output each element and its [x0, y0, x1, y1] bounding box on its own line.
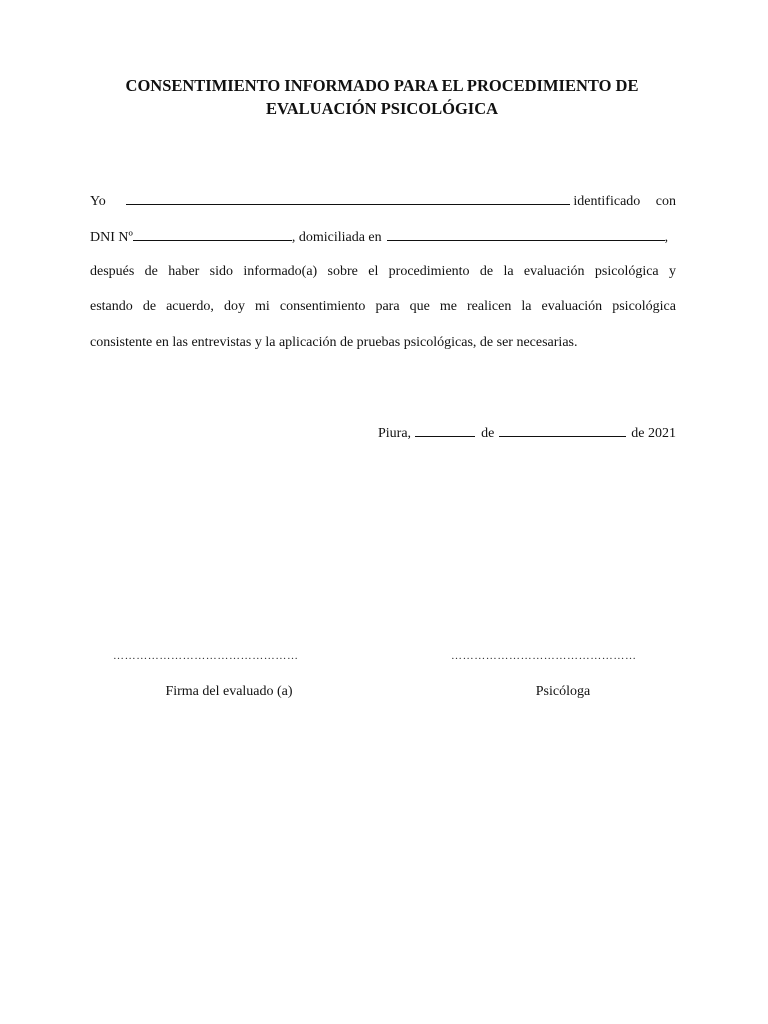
month-field[interactable]: [499, 422, 626, 437]
day-field[interactable]: [415, 422, 475, 437]
identificado-label: identificado con: [573, 194, 676, 209]
signature-line-psicologa: …………………………………………: [451, 650, 637, 662]
name-line: [90, 190, 676, 210]
signature-label-evaluado: Firma del evaluado (a): [165, 684, 293, 699]
title-line-1: CONSENTIMIENTO INFORMADO PARA EL PROCEDIMIENTO DE: [125, 76, 639, 95]
address-field[interactable]: [387, 226, 665, 241]
paragraph-line-4: estando de acuerdo, doy mi consentimiento para que me realicen la evaluación psicológica: [90, 299, 676, 314]
place-label: Piura,: [378, 426, 412, 441]
paragraph-line-5: consistente en las entrevistas y la aplicación de pruebas psicológicas, de ser necesarias.: [90, 335, 578, 350]
year-label: de 2021: [631, 426, 676, 441]
domiciliada-label: , domiciliada en: [291, 230, 382, 245]
dni-label: DNI Nº: [90, 230, 133, 245]
yo-label: Yo: [90, 194, 106, 209]
dni-line: [90, 226, 676, 246]
title-line-2: EVALUACIÓN PSICOLÓGICA: [265, 99, 499, 118]
signature-line-evaluado: …………………………………………: [113, 650, 299, 662]
name-field[interactable]: [126, 190, 570, 205]
date-line: [378, 422, 676, 444]
comma-text: ,: [664, 230, 669, 245]
dni-field[interactable]: [133, 226, 292, 241]
paragraph-line-3: después de haber sido informado(a) sobre el procedimiento de la evaluación psicológica y: [90, 264, 676, 279]
document-title: [80, 74, 684, 120]
signature-label-psicologa: Psicóloga: [535, 684, 591, 699]
de-label: de: [481, 426, 495, 441]
